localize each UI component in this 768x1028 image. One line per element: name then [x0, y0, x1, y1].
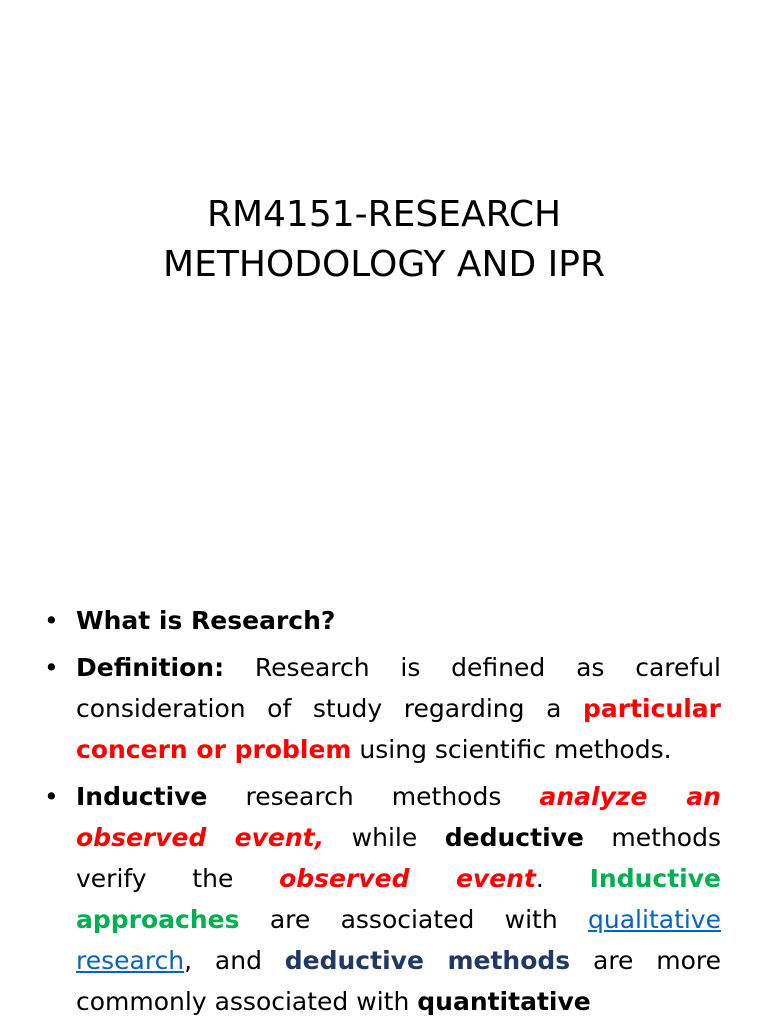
definition-highlight: particular concern or problem: [76, 694, 721, 764]
title-line-2: METHODOLOGY AND IPR: [163, 244, 605, 285]
deductive-methods-term: deductive methods: [284, 946, 571, 975]
bullet-marker: •: [44, 606, 59, 635]
inductive-text-5: are associated with: [239, 905, 589, 934]
bullet-marker: •: [44, 782, 59, 811]
deductive-term: deductive: [444, 823, 584, 852]
inductive-text-1: research methods: [207, 782, 540, 811]
content-slide: [0, 576, 768, 1024]
inductive-text-4: .: [535, 864, 590, 893]
definition-label: Definition:: [76, 653, 225, 682]
quantitative-term: quantitative: [417, 987, 591, 1016]
title-line-1: RM4151-RESEARCH: [206, 194, 562, 235]
bullet-definition: [0, 647, 768, 770]
inductive-term: Inductive: [76, 782, 208, 811]
inductive-approaches-term: Inductive approaches: [76, 864, 721, 934]
bullet-what-is-research: [0, 600, 768, 641]
definition-text: Research is defined as careful consideration of study regarding a: [76, 653, 721, 723]
observed-event-term: observed event: [279, 864, 536, 893]
definition-text-end: using scientific methods.: [351, 735, 672, 764]
inductive-text-7: are more commonly associated with: [76, 946, 722, 1016]
bullet-inductive: [0, 776, 768, 1022]
inductive-text-3: methods verify the: [76, 823, 721, 893]
slide-title: [0, 190, 768, 290]
bullet-list: [0, 600, 768, 1028]
qualitative-research-link[interactable]: qualitative research: [76, 905, 721, 975]
inductive-text-2: while: [324, 823, 445, 852]
observed-event-phrase: analyze an observed event,: [76, 782, 721, 852]
inductive-text-6: , and: [184, 946, 285, 975]
bullet-heading: What is Research?: [76, 606, 336, 635]
bullet-marker: •: [44, 653, 59, 682]
